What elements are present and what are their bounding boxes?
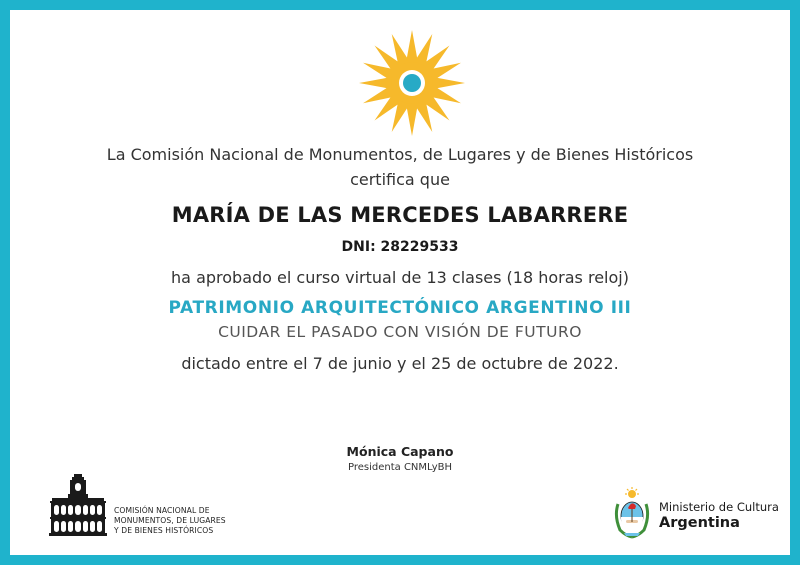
- course-title: PATRIMONIO ARQUITECTÓNICO ARGENTINO III: [168, 298, 632, 318]
- recipient-name: MARÍA DE LAS MERCEDES LABARRERE: [171, 203, 629, 227]
- issuer-line: La Comisión Nacional de Monumentos, de Lugares y de Bienes Históricos: [106, 145, 694, 164]
- cnm-line-3: Y DE BIENES HISTÓRICOS: [114, 526, 214, 535]
- ministry-line-2: Argentina: [659, 515, 740, 531]
- argentina-coat-of-arms-icon: [612, 486, 652, 540]
- course-dates: dictado entre el 7 de junio y el 25 de octubre de 2022.: [181, 354, 619, 373]
- ministry-label: [659, 500, 779, 532]
- sun-core: [403, 74, 421, 92]
- approval-text: ha aprobado el curso virtual de 13 clases (18 horas reloj): [171, 268, 629, 287]
- cabildo-building-icon: [48, 472, 108, 538]
- ministry-line-1: Ministerio de Cultura: [659, 500, 779, 514]
- sun-icon: [358, 29, 466, 137]
- course-subtitle: CUIDAR EL PASADO CON VISIÓN DE FUTURO: [218, 323, 582, 341]
- certifies-text: certifica que: [350, 170, 450, 189]
- cnm-institution-name: [114, 506, 226, 536]
- cnm-line-2: MONUMENTOS, DE LUGARES: [114, 516, 226, 525]
- signer-role: Presidenta CNMLyBH: [348, 462, 452, 473]
- recipient-dni: DNI: 28229533: [341, 239, 459, 255]
- cnm-line-1: COMISIÓN NACIONAL DE: [114, 506, 210, 515]
- signer-name: Mónica Capano: [346, 444, 454, 459]
